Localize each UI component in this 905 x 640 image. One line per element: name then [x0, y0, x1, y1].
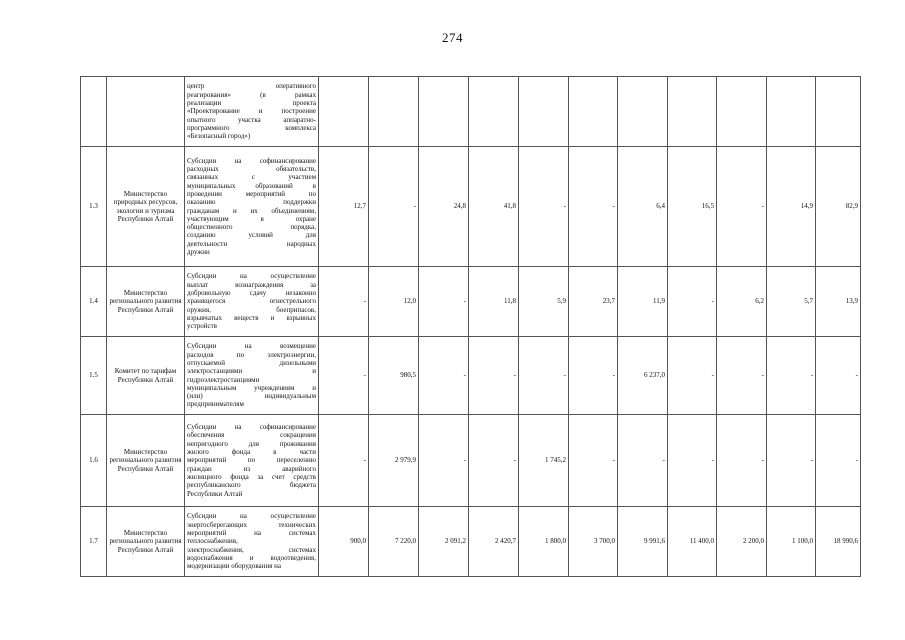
description-line: жилищного фонда за счет средств — [187, 472, 316, 481]
amount-cell: - — [717, 337, 767, 415]
budget-table — [80, 76, 861, 577]
table-row — [81, 337, 861, 415]
amount-cell: - — [668, 337, 717, 415]
description-line: расходных обязательств, — [187, 165, 316, 174]
description-line: общественного порядка, — [187, 223, 316, 232]
amount-cell — [569, 77, 618, 147]
description-line: опытного участка аппаратно- — [187, 115, 316, 124]
amount-cell: - — [419, 337, 469, 415]
description-line: водоснабжения и водоотведения, — [187, 553, 316, 562]
amount-cell — [816, 77, 861, 147]
amount-cell: - — [369, 147, 419, 267]
amount-cell: 2 979,9 — [369, 415, 419, 507]
measure-description — [185, 415, 319, 507]
amount-cell — [469, 77, 519, 147]
row-number — [81, 77, 107, 147]
description-line: Республики Алтай — [187, 489, 243, 498]
amount-cell — [717, 77, 767, 147]
description-line: «Безопасный город») — [187, 132, 251, 141]
amount-cell — [767, 77, 816, 147]
amount-cell: 2 200,0 — [717, 507, 767, 577]
amount-cell: 1 800,0 — [519, 507, 569, 577]
amount-cell: 16,5 — [668, 147, 717, 267]
description-line: электростанциями и — [187, 367, 316, 376]
amount-cell: 12,0 — [369, 267, 419, 337]
amount-cell: 18 990,6 — [816, 507, 861, 577]
description-line: Субсидии на софинансирование — [187, 423, 316, 432]
description-line: созданию условий для — [187, 231, 316, 240]
table-row — [81, 147, 861, 267]
amount-cell: 41,8 — [469, 147, 519, 267]
amount-cell: - — [668, 415, 717, 507]
amount-cell: 13,9 — [816, 267, 861, 337]
description-line: центр оперативного — [187, 82, 316, 91]
amount-cell — [668, 77, 717, 147]
row-number: 1.4 — [81, 267, 107, 337]
description-line: реализации проекта — [187, 99, 316, 108]
amount-cell: - — [319, 267, 369, 337]
amount-cell: - — [319, 415, 369, 507]
amount-cell: - — [717, 147, 767, 267]
amount-cell: 82,9 — [816, 147, 861, 267]
amount-cell: 11,8 — [469, 267, 519, 337]
table-row — [81, 267, 861, 337]
amount-cell: - — [816, 337, 861, 415]
amount-cell: 2 420,7 — [469, 507, 519, 577]
description-line: граждан из аварийного — [187, 464, 316, 473]
amount-cell: 6,4 — [618, 147, 668, 267]
amount-cell — [419, 77, 469, 147]
page-number: 274 — [442, 30, 463, 45]
row-number: 1.6 — [81, 415, 107, 507]
description-line: хранящегося огнестрельного — [187, 297, 316, 306]
description-line: электроснабжения, системах — [187, 545, 316, 554]
amount-cell: 9 991,6 — [618, 507, 668, 577]
amount-cell: - — [319, 337, 369, 415]
amount-cell: 6 237,0 — [618, 337, 668, 415]
amount-cell: 980,5 — [369, 337, 419, 415]
table-body — [81, 77, 861, 577]
row-number: 1.3 — [81, 147, 107, 267]
amount-cell — [519, 77, 569, 147]
amount-cell: 5,7 — [767, 267, 816, 337]
amount-cell: - — [668, 267, 717, 337]
row-number: 1.7 — [81, 507, 107, 577]
amount-cell: - — [767, 415, 816, 507]
description-line: Субсидии на софинансирование — [187, 156, 316, 165]
description-line: предпринимателям — [187, 400, 244, 409]
description-line: гражданам и их объединениям, — [187, 206, 316, 215]
amount-cell: - — [469, 415, 519, 507]
description-line: устройств — [187, 322, 217, 331]
description-line: мероприятий на системах — [187, 529, 316, 538]
amount-cell: 24,8 — [419, 147, 469, 267]
measure-description — [185, 147, 319, 267]
amount-cell: 14,9 — [767, 147, 816, 267]
amount-cell: - — [519, 147, 569, 267]
amount-cell: - — [519, 337, 569, 415]
description-line: расходов по электроэнергии, — [187, 350, 316, 359]
responsible-organization: Комитет по тарифам Республики Алтай — [107, 337, 185, 415]
amount-cell: 5,9 — [519, 267, 569, 337]
description-line: гидроэлектростанциями — [187, 375, 260, 384]
amount-cell: - — [419, 267, 469, 337]
responsible-organization: Министерство регионального развития Республики Алтай — [107, 267, 185, 337]
amount-cell: 23,7 — [569, 267, 618, 337]
description-line: теплоснабжения, — [187, 537, 238, 546]
amount-cell: 3 700,0 — [569, 507, 618, 577]
amount-cell: - — [717, 415, 767, 507]
description-line: связанных с участием — [187, 173, 316, 182]
description-line: участвующим в охране — [187, 214, 316, 223]
amount-cell: - — [569, 337, 618, 415]
description-line: оказанию поддержки — [187, 198, 316, 207]
amount-cell: - — [569, 415, 618, 507]
measure-description — [185, 337, 319, 415]
amount-cell: - — [618, 415, 668, 507]
amount-cell: 12,7 — [319, 147, 369, 267]
description-line: муниципальных образований в — [187, 181, 316, 190]
table-row — [81, 507, 861, 577]
amount-cell: 1 745,2 — [519, 415, 569, 507]
measure-description — [185, 267, 319, 337]
amount-cell — [618, 77, 668, 147]
amount-cell: 6,2 — [717, 267, 767, 337]
responsible-organization: Министерство регионального развития Республики Алтай — [107, 415, 185, 507]
description-line: республиканского бюджета — [187, 481, 316, 490]
amount-cell: - — [767, 337, 816, 415]
amount-cell: 1 100,0 — [767, 507, 816, 577]
description-line: отпускаемой дизельными — [187, 358, 316, 367]
responsible-organization — [107, 77, 185, 147]
description-line: программного комплекса — [187, 123, 316, 132]
description-line: оружия, боеприпасов, — [187, 305, 316, 314]
measure-description — [185, 507, 319, 577]
description-line: муниципальным учреждениям и — [187, 383, 316, 392]
description-line: (или) индивидуальным — [187, 392, 316, 401]
amount-cell: 11 400,0 — [668, 507, 717, 577]
amount-cell: 11,9 — [618, 267, 668, 337]
row-number: 1.5 — [81, 337, 107, 415]
table-row — [81, 415, 861, 507]
description-line: Субсидии на возмещение — [187, 342, 316, 351]
description-line: «Проектирование и построение — [187, 107, 316, 116]
description-line: энергосберегающих технических — [187, 520, 316, 529]
description-line: обеспечения сокращения — [187, 431, 316, 440]
amount-cell: - — [569, 147, 618, 267]
description-line: дружин — [187, 247, 210, 256]
description-line: реагирования» (в рамках — [187, 90, 316, 99]
measure-description — [185, 77, 319, 147]
description-line: выплат вознаграждения за — [187, 280, 316, 289]
description-line: взрывчатых веществ и взрывных — [187, 313, 316, 322]
description-line: деятельности народных — [187, 239, 316, 248]
description-line: Субсидии на осуществление — [187, 512, 316, 521]
description-line: Субсидии на осуществление — [187, 272, 316, 281]
amount-cell: - — [469, 337, 519, 415]
amount-cell: 900,0 — [319, 507, 369, 577]
description-line: добровольную сдачу незаконно — [187, 289, 316, 298]
description-line: модернизации оборудования на — [187, 562, 281, 571]
description-line: мероприятий по переселению — [187, 456, 316, 465]
amount-cell: 2 091,2 — [419, 507, 469, 577]
table-row — [81, 77, 861, 147]
amount-cell — [369, 77, 419, 147]
description-line: жилого фонда в части — [187, 448, 316, 457]
amount-cell: - — [419, 415, 469, 507]
amount-cell: - — [816, 415, 861, 507]
amount-cell: 7 220,0 — [369, 507, 419, 577]
responsible-organization: Министерство природных ресурсов, экологии и туризма Республики Алтай — [107, 147, 185, 267]
description-line: непригодного для проживания — [187, 439, 316, 448]
amount-cell — [319, 77, 369, 147]
description-line: проведении мероприятий по — [187, 189, 316, 198]
responsible-organization: Министерство регионального развития Республики Алтай — [107, 507, 185, 577]
